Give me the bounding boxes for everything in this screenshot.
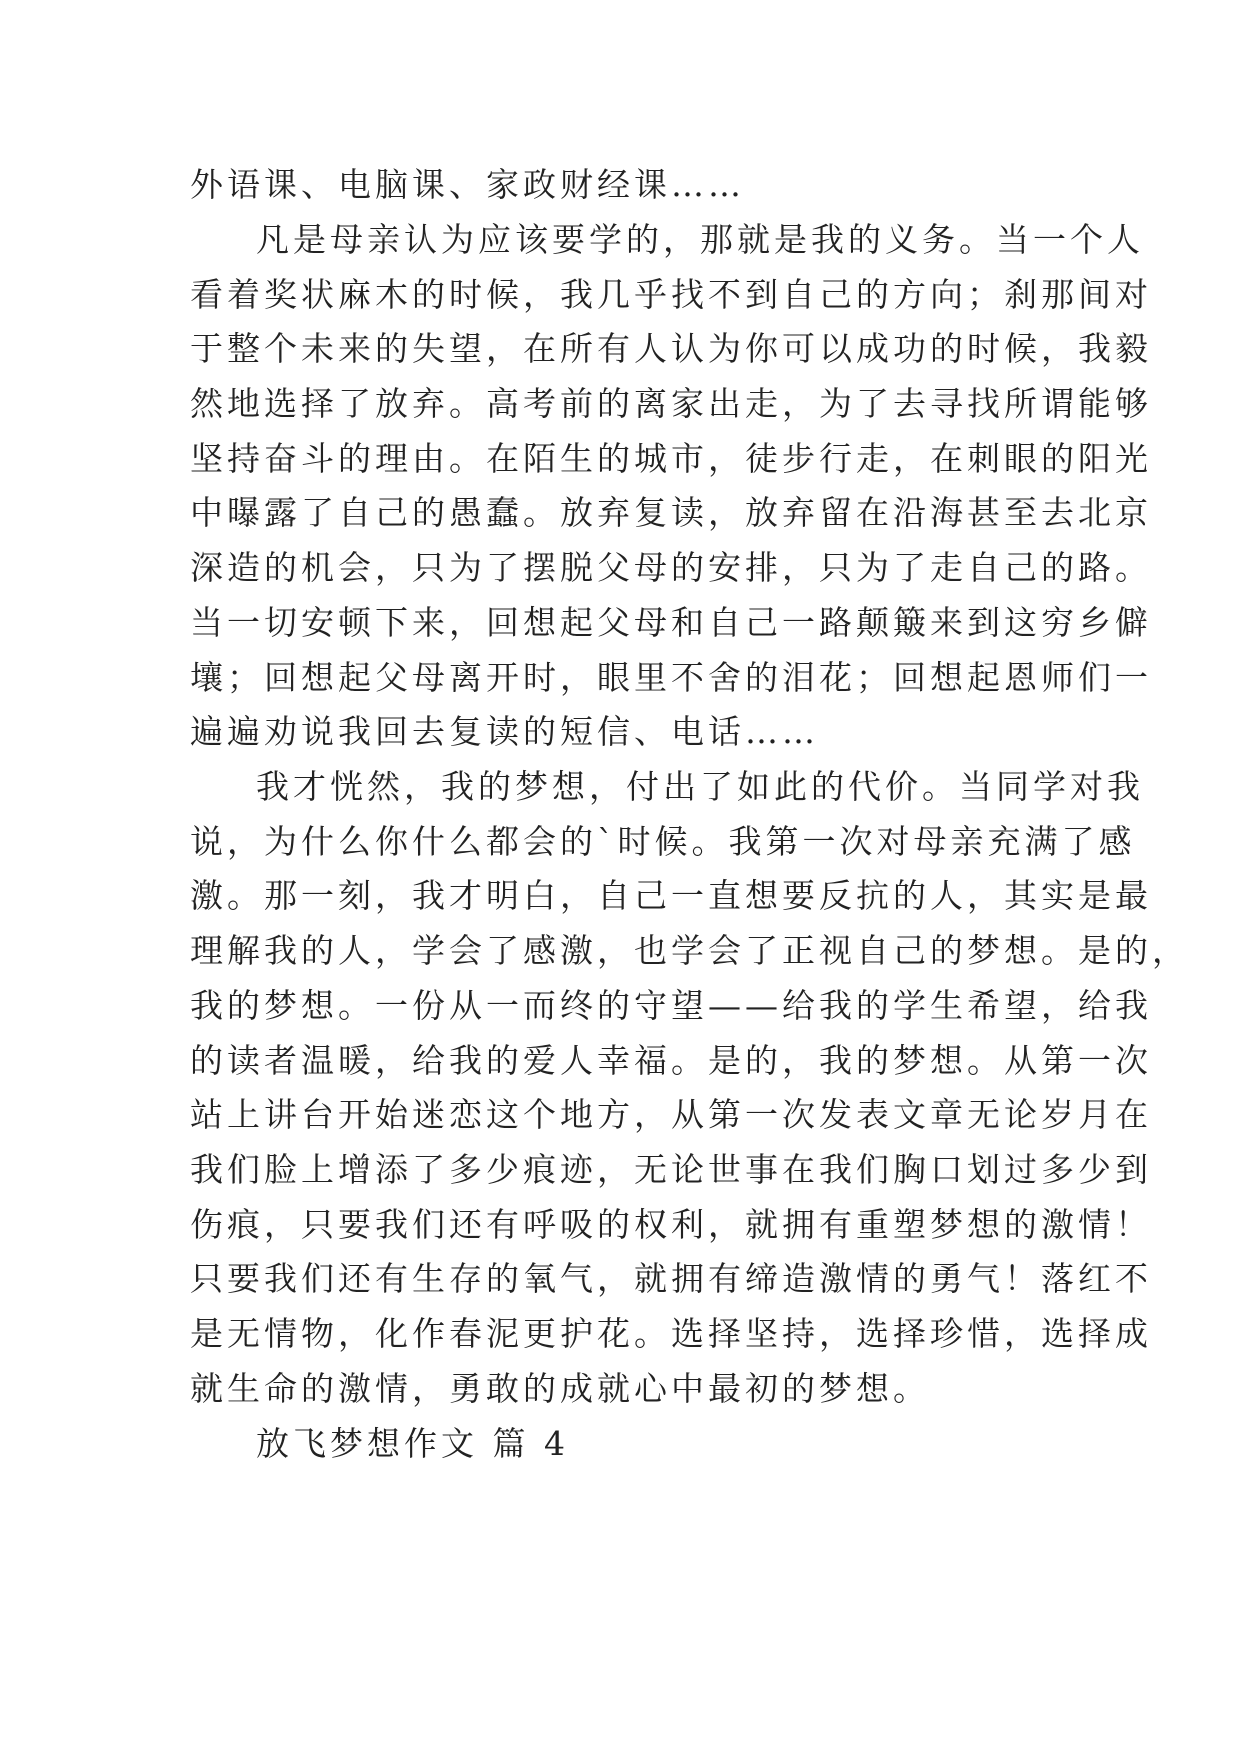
text-line: 当一切安顿下来，回想起父母和自己一路颠簸来到这穷乡僻 — [190, 603, 1152, 642]
text-line: 我的梦想。一份从一而终的守望——给我的学生希望，给我 — [190, 986, 1152, 1025]
text-line: 站上讲台开始迷恋这个地方，从第一次发表文章无论岁月在 — [190, 1095, 1152, 1134]
text-line: 然地选择了放弃。高考前的离家出走，为了去寻找所谓能够 — [190, 384, 1152, 423]
text-line: 坚持奋斗的理由。在陌生的城市，徒步行走，在刺眼的阳光 — [190, 439, 1152, 478]
text-line: 我们脸上增添了多少痕迹，无论世事在我们胸口划过多少到 — [190, 1150, 1152, 1189]
paragraph-start: 凡是母亲认为应该要学的，那就是我的义务。当一个人 — [256, 220, 1144, 259]
text-line: 的读者温暖，给我的爱人幸福。是的，我的梦想。从第一次 — [190, 1041, 1152, 1080]
text-line: 外语课、电脑课、家政财经课…… — [190, 165, 745, 204]
text-line: 说，为什么你什么都会的`时候。我第一次对母亲充满了感 — [190, 822, 1136, 861]
text-line: 遍遍劝说我回去复读的短信、电话…… — [190, 712, 819, 751]
text-line: 深造的机会，只为了摆脱父母的安排，只为了走自己的路。 — [190, 548, 1152, 587]
text-line: 只要我们还有生存的氧气，就拥有缔造激情的勇气！落红不 — [190, 1259, 1152, 1298]
section-heading: 放飞梦想作文 篇 4 — [256, 1424, 569, 1463]
text-line: 伤痕，只要我们还有呼吸的权利，就拥有重塑梦想的激情！ — [190, 1205, 1152, 1244]
text-line: 是无情物，化作春泥更护花。选择坚持，选择珍惜，选择成 — [190, 1314, 1152, 1353]
text-line: 理解我的人，学会了感激，也学会了正视自己的梦想。是的， — [190, 931, 1189, 970]
text-line: 中曝露了自己的愚蠢。放弃复读，放弃留在沿海甚至去北京 — [190, 493, 1152, 532]
paragraph-start: 我才恍然，我的梦想，付出了如此的代价。当同学对我 — [256, 767, 1144, 806]
text-line: 就生命的激情，勇敢的成就心中最初的梦想。 — [190, 1369, 930, 1408]
text-line: 壤；回想起父母离开时，眼里不舍的泪花；回想起恩师们一 — [190, 658, 1152, 697]
text-line: 于整个未来的失望，在所有人认为你可以成功的时候，我毅 — [190, 329, 1152, 368]
text-line: 激。那一刻，我才明白，自己一直想要反抗的人，其实是最 — [190, 876, 1152, 915]
text-line: 看着奖状麻木的时候，我几乎找不到自己的方向；刹那间对 — [190, 275, 1152, 314]
